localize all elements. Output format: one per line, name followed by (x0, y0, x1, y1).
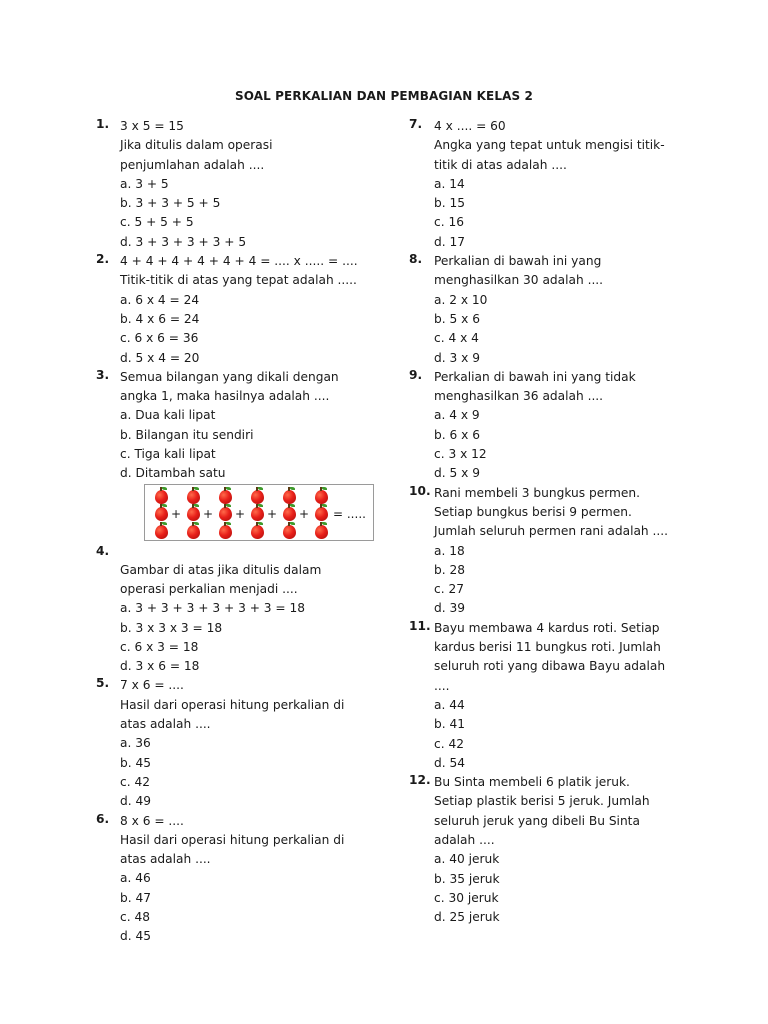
answer-option: d. 45 (120, 929, 151, 944)
answer-option: a. 6 x 4 = 24 (120, 292, 200, 307)
question-text: Bayu membawa 4 kardus roti. Setiap (434, 620, 660, 635)
question-item (96, 117, 386, 252)
equals-blank: = ..... (333, 507, 366, 522)
question-text: 3 x 5 = 15 (120, 119, 184, 133)
answer-option: d. 49 (120, 794, 151, 809)
question-item (409, 484, 699, 619)
answer-option: a. 14 (434, 176, 465, 191)
answer-option: d. 3 + 3 + 3 + 3 + 5 (120, 234, 247, 249)
question-item (96, 676, 386, 811)
answer-option: a. 4 x 9 (434, 408, 480, 423)
question-number: 3. (96, 367, 110, 382)
question-item (409, 368, 699, 484)
question-text: Jumlah seluruh permen rani adalah .... (434, 524, 669, 539)
apple-icon (155, 525, 168, 539)
apple-icon (315, 507, 328, 521)
apple-icon (219, 490, 232, 504)
apple-icon (315, 490, 328, 504)
answer-option: d. 5 x 4 = 20 (120, 350, 200, 365)
question-text: 8 x 6 = .... (120, 813, 184, 828)
left-column (96, 117, 386, 947)
question-number: 4. (96, 543, 110, 558)
answer-option: d. 25 jeruk (434, 910, 500, 925)
apple-icon (315, 525, 328, 539)
apple-picture (144, 484, 374, 541)
question-number: 6. (96, 811, 110, 826)
right-column (409, 117, 699, 927)
answer-option: b. 41 (434, 717, 465, 732)
apple-icon (187, 525, 200, 539)
answer-option: c. 4 x 4 (434, 331, 479, 346)
plus-sign: + (235, 507, 246, 522)
question-text: Titik-titik di atas yang tepat adalah ..... (120, 273, 357, 288)
answer-option: a. 44 (434, 697, 465, 712)
answer-option: a. Dua kali lipat (120, 408, 216, 423)
question-text: Perkalian di bawah ini yang tidak (434, 369, 636, 384)
answer-option: a. 3 + 3 + 3 + 3 + 3 + 3 = 18 (120, 601, 306, 616)
question-item (96, 252, 386, 368)
answer-option: b. 15 (434, 196, 465, 211)
apple-icon (283, 507, 296, 521)
question-number: 12. (409, 773, 431, 788)
answer-option: a. 46 (120, 871, 151, 886)
answer-option: b. 28 (434, 562, 465, 577)
answer-option: b. 5 x 6 (434, 311, 480, 326)
question-number: 8. (409, 252, 423, 267)
answer-option: a. 3 + 5 (120, 176, 169, 191)
answer-option: a. 2 x 10 (434, 292, 488, 307)
answer-option: b. Bilangan itu sendiri (120, 427, 254, 442)
question-text: Angka yang tepat untuk mengisi titik- (434, 138, 665, 153)
question-text: seluruh roti yang dibawa Bayu adalah (434, 659, 666, 674)
question-text: .... (434, 678, 450, 693)
apple-icon (283, 490, 296, 504)
answer-option: d. 54 (434, 755, 465, 770)
question-text: atas adalah .... (120, 717, 211, 732)
apple-icon (219, 507, 232, 521)
question-text: Hasil dari operasi hitung perkalian di (120, 697, 345, 712)
question-item (96, 812, 386, 947)
question-text: Rani membeli 3 bungkus permen. (434, 485, 640, 500)
apple-icon (251, 490, 264, 504)
answer-option: a. 36 (120, 736, 151, 751)
answer-option: b. 3 + 3 + 5 + 5 (120, 196, 221, 211)
apple-icon (219, 525, 232, 539)
question-number: 9. (409, 367, 423, 382)
answer-option: d. Ditambah satu (120, 466, 226, 481)
page-title: SOAL PERKALIAN DAN PEMBAGIAN KELAS 2 (235, 89, 533, 103)
plus-sign: + (171, 507, 182, 522)
answer-option: c. 42 (120, 774, 150, 789)
answer-option: c. 3 x 12 (434, 447, 487, 462)
question-number: 2. (96, 252, 110, 267)
apple-icon (251, 507, 264, 521)
question-text: Setiap plastik berisi 5 jeruk. Jumlah (434, 794, 650, 809)
question-text: Bu Sinta membeli 6 platik jeruk. (434, 775, 630, 790)
apple-picture-block (96, 484, 386, 561)
question-item (409, 619, 699, 773)
question-number: 1. (96, 117, 110, 131)
question-item (409, 117, 699, 252)
answer-option: b. 4 x 6 = 24 (120, 311, 200, 326)
answer-option: b. 45 (120, 755, 151, 770)
question-number: 10. (409, 483, 431, 498)
question-text: Setiap bungkus berisi 9 permen. (434, 504, 632, 519)
question-item (409, 773, 699, 927)
answer-option: d. 3 x 9 (434, 350, 480, 365)
question-text: Semua bilangan yang dikali dengan (120, 369, 339, 384)
question-item (409, 252, 699, 368)
question-text: adalah .... (434, 832, 495, 847)
answer-option: c. 6 x 3 = 18 (120, 639, 199, 654)
apple-icon (155, 490, 168, 504)
question-text: 7 x 6 = .... (120, 678, 184, 693)
answer-option: a. 40 jeruk (434, 852, 500, 867)
answer-option: c. 30 jeruk (434, 890, 499, 905)
plus-sign: + (203, 507, 214, 522)
question-text: Perkalian di bawah ini yang (434, 254, 602, 269)
question-text: atas adalah .... (120, 852, 211, 867)
question-text: menghasilkan 36 adalah .... (434, 389, 604, 404)
question-text: menghasilkan 30 adalah .... (434, 273, 604, 288)
answer-option: c. 16 (434, 215, 464, 230)
apple-icon (155, 507, 168, 521)
answer-option: d. 5 x 9 (434, 466, 480, 481)
apple-icon (251, 525, 264, 539)
answer-option: c. 48 (120, 909, 150, 924)
answer-option: b. 47 (120, 890, 151, 905)
answer-option: c. Tiga kali lipat (120, 447, 216, 462)
apple-icon (187, 507, 200, 521)
question-number: 7. (409, 117, 423, 131)
answer-option: c. 6 x 6 = 36 (120, 331, 199, 346)
question-text: seluruh jeruk yang dibeli Bu Sinta (434, 813, 640, 828)
answer-option: b. 6 x 6 (434, 427, 480, 442)
answer-option: c. 5 + 5 + 5 (120, 215, 194, 230)
question-text: Hasil dari operasi hitung perkalian di (120, 832, 345, 847)
answer-option: d. 17 (434, 234, 465, 249)
answer-option: c. 27 (434, 582, 464, 597)
plus-sign: + (267, 507, 278, 522)
question-text: 4 + 4 + 4 + 4 + 4 + 4 = .... x ..... = .... (120, 254, 358, 269)
question-text: Jika ditulis dalam operasi (120, 138, 273, 153)
question-text: Gambar di atas jika ditulis dalam (120, 562, 322, 577)
question-item (96, 368, 386, 484)
question-text: titik di atas adalah .... (434, 157, 567, 172)
question-text: kardus berisi 11 bungkus roti. Jumlah (434, 640, 661, 655)
question-text: 4 x .... = 60 (434, 119, 506, 133)
question-number: 5. (96, 676, 110, 691)
answer-option: a. 18 (434, 543, 465, 558)
plus-sign: + (299, 507, 310, 522)
answer-option: b. 3 x 3 x 3 = 18 (120, 620, 223, 635)
answer-option: d. 39 (434, 601, 465, 616)
question-number: 11. (409, 618, 431, 633)
question-text: penjumlahan adalah .... (120, 157, 265, 172)
answer-option: c. 42 (434, 736, 464, 751)
question-item (96, 484, 386, 677)
question-text: operasi perkalian menjadi .... (120, 581, 298, 596)
apple-icon (283, 525, 296, 539)
question-text: angka 1, maka hasilnya adalah .... (120, 389, 330, 404)
apple-icon (187, 490, 200, 504)
answer-option: d. 3 x 6 = 18 (120, 659, 200, 674)
answer-option: b. 35 jeruk (434, 871, 500, 886)
